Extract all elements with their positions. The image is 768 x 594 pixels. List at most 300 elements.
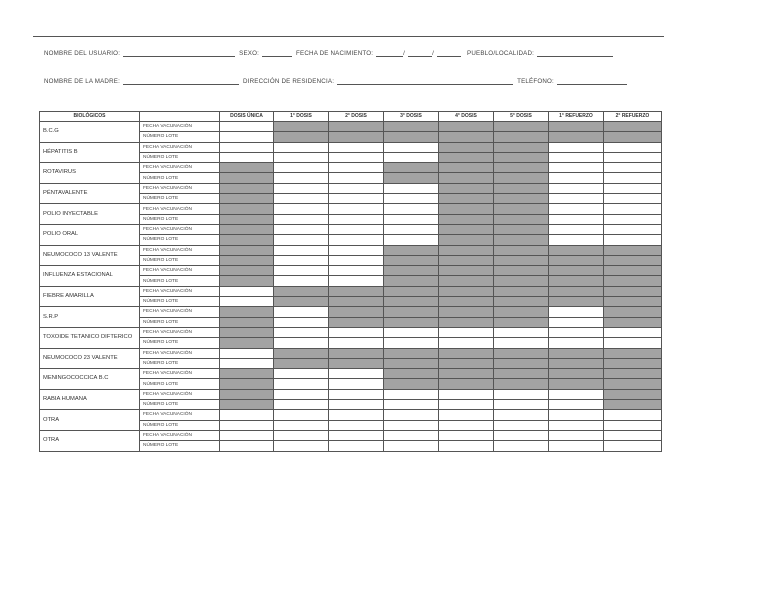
table-row <box>40 307 662 317</box>
shaded-cell <box>494 266 549 276</box>
entry-cell[interactable] <box>549 214 604 224</box>
shaded-cell <box>604 245 662 255</box>
shaded-cell <box>329 132 384 142</box>
entry-cell[interactable] <box>274 420 329 430</box>
shaded-cell <box>439 163 494 173</box>
shaded-cell <box>439 183 494 193</box>
entry-cell[interactable] <box>494 420 549 430</box>
shaded-cell <box>220 214 274 224</box>
fecha-vacunacion-label: FECHA VACUNACIÓN <box>140 245 220 255</box>
shaded-cell <box>274 122 329 132</box>
shaded-cell <box>439 142 494 152</box>
biologic-name: OTRA <box>40 430 140 451</box>
shaded-cell <box>220 204 274 214</box>
biologic-name: OTRA <box>40 410 140 431</box>
entry-cell[interactable] <box>220 430 274 440</box>
shaded-cell <box>439 276 494 286</box>
entry-cell[interactable] <box>274 173 329 183</box>
direccion-de-residencia-field[interactable] <box>337 78 513 85</box>
entry-cell[interactable] <box>274 441 329 451</box>
table-row <box>40 430 662 440</box>
entry-cell[interactable] <box>274 276 329 286</box>
shaded-cell <box>604 122 662 132</box>
table-row <box>40 389 662 399</box>
entry-cell[interactable] <box>384 327 439 337</box>
entry-cell[interactable] <box>220 348 274 358</box>
shaded-cell <box>384 307 439 317</box>
shaded-cell <box>439 152 494 162</box>
shaded-cell <box>494 348 549 358</box>
entry-cell[interactable] <box>329 441 384 451</box>
entry-cell[interactable] <box>384 152 439 162</box>
table-row <box>40 286 662 296</box>
fecha-vacunacion-label: FECHA VACUNACIÓN <box>140 286 220 296</box>
entry-cell[interactable] <box>549 194 604 204</box>
entry-cell[interactable] <box>274 183 329 193</box>
entry-cell[interactable] <box>384 142 439 152</box>
numero-lote-label: NÚMERO LOTE <box>140 441 220 451</box>
entry-cell[interactable] <box>549 400 604 410</box>
shaded-cell <box>329 297 384 307</box>
column-header-5-dosis: 5° DOSIS <box>494 112 549 122</box>
shaded-cell <box>604 400 662 410</box>
entry-cell[interactable] <box>604 183 662 193</box>
shaded-cell <box>439 266 494 276</box>
table-row <box>40 142 662 152</box>
entry-cell[interactable] <box>220 122 274 132</box>
shaded-cell <box>494 163 549 173</box>
entry-cell[interactable] <box>220 410 274 420</box>
entry-cell[interactable] <box>329 224 384 234</box>
table-row <box>40 327 662 337</box>
entry-cell[interactable] <box>384 420 439 430</box>
fecha-vacunacion-label: FECHA VACUNACIÓN <box>140 410 220 420</box>
telefono-label: TELÉFONO: <box>517 78 554 85</box>
shaded-cell <box>494 245 549 255</box>
shaded-cell <box>494 224 549 234</box>
shaded-cell <box>439 194 494 204</box>
fecha-vacunacion-label: FECHA VACUNACIÓN <box>140 142 220 152</box>
entry-cell[interactable] <box>384 204 439 214</box>
shaded-cell <box>384 348 439 358</box>
entry-cell[interactable] <box>494 410 549 420</box>
shaded-cell <box>494 194 549 204</box>
entry-cell[interactable] <box>329 142 384 152</box>
entry-cell[interactable] <box>439 420 494 430</box>
shaded-cell <box>439 235 494 245</box>
shaded-cell <box>384 297 439 307</box>
entry-cell[interactable] <box>329 173 384 183</box>
shaded-cell <box>604 132 662 142</box>
entry-cell[interactable] <box>549 173 604 183</box>
entry-cell[interactable] <box>220 142 274 152</box>
shaded-cell <box>439 224 494 234</box>
entry-cell[interactable] <box>274 142 329 152</box>
shaded-cell <box>220 194 274 204</box>
entry-cell[interactable] <box>329 379 384 389</box>
shaded-cell <box>439 173 494 183</box>
fecha-de-nacimiento-field-1[interactable] <box>376 50 406 57</box>
shaded-cell <box>494 276 549 286</box>
entry-cell[interactable] <box>329 245 384 255</box>
entry-cell[interactable] <box>494 327 549 337</box>
entry-cell[interactable] <box>549 430 604 440</box>
entry-cell[interactable] <box>384 410 439 420</box>
fecha-vacunacion-label: FECHA VACUNACIÓN <box>140 204 220 214</box>
pueblo-localidad-field[interactable] <box>537 50 613 57</box>
shaded-cell <box>439 286 494 296</box>
numero-lote-label: NÚMERO LOTE <box>140 379 220 389</box>
entry-cell[interactable] <box>439 327 494 337</box>
shaded-cell <box>604 286 662 296</box>
entry-cell[interactable] <box>549 317 604 327</box>
shaded-cell <box>220 266 274 276</box>
numero-lote-label: NÚMERO LOTE <box>140 132 220 142</box>
shaded-cell <box>494 142 549 152</box>
entry-cell[interactable] <box>329 194 384 204</box>
entry-cell[interactable] <box>494 400 549 410</box>
biologic-name: HÉPATITIS B <box>40 142 140 163</box>
shaded-cell <box>384 255 439 265</box>
shaded-cell <box>549 297 604 307</box>
fecha-vacunacion-label: FECHA VACUNACIÓN <box>140 163 220 173</box>
shaded-cell <box>329 358 384 368</box>
entry-cell[interactable] <box>329 214 384 224</box>
shaded-cell <box>384 122 439 132</box>
fecha-vacunacion-label: FECHA VACUNACIÓN <box>140 307 220 317</box>
numero-lote-label: NÚMERO LOTE <box>140 173 220 183</box>
entry-cell[interactable] <box>549 163 604 173</box>
entry-cell[interactable] <box>604 152 662 162</box>
shaded-cell <box>439 122 494 132</box>
entry-cell[interactable] <box>329 327 384 337</box>
shaded-cell <box>494 358 549 368</box>
entry-cell[interactable] <box>220 420 274 430</box>
vaccination-table <box>39 111 662 452</box>
entry-cell[interactable] <box>329 204 384 214</box>
table-row <box>40 163 662 173</box>
entry-cell[interactable] <box>549 235 604 245</box>
entry-cell[interactable] <box>274 369 329 379</box>
entry-cell[interactable] <box>384 389 439 399</box>
entry-cell[interactable] <box>274 152 329 162</box>
entry-cell[interactable] <box>274 430 329 440</box>
fecha-vacunacion-label: FECHA VACUNACIÓN <box>140 348 220 358</box>
entry-cell[interactable] <box>439 430 494 440</box>
shaded-cell <box>274 348 329 358</box>
shaded-cell <box>274 358 329 368</box>
shaded-cell <box>494 214 549 224</box>
entry-cell[interactable] <box>604 420 662 430</box>
table-header-row <box>40 112 662 122</box>
entry-cell[interactable] <box>604 142 662 152</box>
entry-cell[interactable] <box>604 214 662 224</box>
entry-cell[interactable] <box>384 338 439 348</box>
entry-cell[interactable] <box>274 255 329 265</box>
column-header-sub <box>140 112 220 122</box>
shaded-cell <box>549 245 604 255</box>
shaded-cell <box>604 358 662 368</box>
biologic-name: ROTAVIRUS <box>40 163 140 184</box>
shaded-cell <box>439 204 494 214</box>
fecha-de-nacimiento-field-2[interactable] <box>408 50 435 57</box>
entry-cell[interactable] <box>549 152 604 162</box>
shaded-cell <box>494 307 549 317</box>
shaded-cell <box>604 369 662 379</box>
entry-cell[interactable] <box>384 441 439 451</box>
biologic-name: TOXOIDE TETANICO DIFTERICO <box>40 327 140 348</box>
shaded-cell <box>439 348 494 358</box>
entry-cell[interactable] <box>439 441 494 451</box>
entry-cell[interactable] <box>274 338 329 348</box>
shaded-cell <box>439 132 494 142</box>
entry-cell[interactable] <box>274 327 329 337</box>
entry-cell[interactable] <box>329 420 384 430</box>
entry-cell[interactable] <box>549 441 604 451</box>
entry-cell[interactable] <box>494 338 549 348</box>
shaded-cell <box>220 245 274 255</box>
shaded-cell <box>220 173 274 183</box>
fecha-vacunacion-label: FECHA VACUNACIÓN <box>140 224 220 234</box>
entry-cell[interactable] <box>494 389 549 399</box>
entry-cell[interactable] <box>549 389 604 399</box>
entry-cell[interactable] <box>549 410 604 420</box>
shaded-cell <box>604 297 662 307</box>
entry-cell[interactable] <box>384 194 439 204</box>
entry-cell[interactable] <box>604 441 662 451</box>
entry-cell[interactable] <box>549 327 604 337</box>
shaded-cell <box>220 307 274 317</box>
fecha-vacunacion-label: FECHA VACUNACIÓN <box>140 389 220 399</box>
entry-cell[interactable] <box>549 420 604 430</box>
shaded-cell <box>494 132 549 142</box>
entry-cell[interactable] <box>220 358 274 368</box>
shaded-cell <box>220 379 274 389</box>
biologic-name: S.R.P <box>40 307 140 328</box>
numero-lote-label: NÚMERO LOTE <box>140 317 220 327</box>
entry-cell[interactable] <box>274 235 329 245</box>
column-header-4-dosis: 4° DOSIS <box>439 112 494 122</box>
table-row <box>40 122 662 132</box>
entry-cell[interactable] <box>274 224 329 234</box>
table-row <box>40 369 662 379</box>
entry-cell[interactable] <box>329 369 384 379</box>
entry-cell[interactable] <box>274 163 329 173</box>
entry-cell[interactable] <box>604 163 662 173</box>
shaded-cell <box>604 307 662 317</box>
shaded-cell <box>220 317 274 327</box>
header-row-2 <box>44 78 631 85</box>
shaded-cell <box>220 224 274 234</box>
entry-cell[interactable] <box>549 142 604 152</box>
numero-lote-label: NÚMERO LOTE <box>140 214 220 224</box>
entry-cell[interactable] <box>604 338 662 348</box>
shaded-cell <box>494 317 549 327</box>
entry-cell[interactable] <box>549 183 604 193</box>
shaded-cell <box>220 327 274 337</box>
entry-cell[interactable] <box>384 400 439 410</box>
entry-cell[interactable] <box>274 389 329 399</box>
entry-cell[interactable] <box>329 430 384 440</box>
nombre-de-la-madre-label: NOMBRE DE LA MADRE: <box>44 78 121 85</box>
table-row <box>40 245 662 255</box>
entry-cell[interactable] <box>439 410 494 420</box>
biologic-name: MENINGOCOCCICA B.C <box>40 369 140 390</box>
shaded-cell <box>604 255 662 265</box>
fecha-vacunacion-label: FECHA VACUNACIÓN <box>140 430 220 440</box>
entry-cell[interactable] <box>604 224 662 234</box>
entry-cell[interactable] <box>494 441 549 451</box>
shaded-cell <box>494 122 549 132</box>
entry-cell[interactable] <box>384 430 439 440</box>
shaded-cell <box>220 163 274 173</box>
column-header-1-refuerzo: 1° REFUERZO <box>549 112 604 122</box>
entry-cell[interactable] <box>329 235 384 245</box>
nombre-de-la-madre-field[interactable] <box>123 78 239 85</box>
entry-cell[interactable] <box>384 235 439 245</box>
table-row <box>40 410 662 420</box>
entry-cell[interactable] <box>604 327 662 337</box>
entry-cell[interactable] <box>329 255 384 265</box>
shaded-cell <box>604 317 662 327</box>
sexo-label: SEXO: <box>239 50 260 57</box>
entry-cell[interactable] <box>329 338 384 348</box>
numero-lote-label: NÚMERO LOTE <box>140 420 220 430</box>
shaded-cell <box>329 317 384 327</box>
entry-cell[interactable] <box>329 276 384 286</box>
entry-cell[interactable] <box>329 183 384 193</box>
shaded-cell <box>494 297 549 307</box>
shaded-cell <box>494 286 549 296</box>
entry-cell[interactable] <box>274 400 329 410</box>
entry-cell[interactable] <box>329 163 384 173</box>
column-header-3-dosis: 3° DOSIS <box>384 112 439 122</box>
entry-cell[interactable] <box>274 410 329 420</box>
entry-cell[interactable] <box>274 266 329 276</box>
entry-cell[interactable] <box>549 204 604 214</box>
entry-cell[interactable] <box>329 266 384 276</box>
pueblo-localidad-label: PUEBLO/LOCALIDAD: <box>467 50 535 57</box>
shaded-cell <box>439 369 494 379</box>
entry-cell[interactable] <box>274 194 329 204</box>
table-row <box>40 348 662 358</box>
entry-cell[interactable] <box>220 441 274 451</box>
shaded-cell <box>549 122 604 132</box>
biologic-name: NEUMOCOCO 13 VALENTE <box>40 245 140 266</box>
entry-cell[interactable] <box>604 204 662 214</box>
entry-cell[interactable] <box>439 389 494 399</box>
entry-cell[interactable] <box>384 224 439 234</box>
numero-lote-label: NÚMERO LOTE <box>140 358 220 368</box>
entry-cell[interactable] <box>274 245 329 255</box>
table-row <box>40 266 662 276</box>
shaded-cell <box>494 204 549 214</box>
entry-cell[interactable] <box>329 389 384 399</box>
shaded-cell <box>439 317 494 327</box>
entry-cell[interactable] <box>220 132 274 142</box>
shaded-cell <box>329 122 384 132</box>
shaded-cell <box>384 266 439 276</box>
shaded-cell <box>384 173 439 183</box>
shaded-cell <box>439 307 494 317</box>
shaded-cell <box>494 235 549 245</box>
entry-cell[interactable] <box>604 430 662 440</box>
entry-cell[interactable] <box>494 430 549 440</box>
table-row <box>40 204 662 214</box>
entry-cell[interactable] <box>274 214 329 224</box>
shaded-cell <box>439 358 494 368</box>
shaded-cell <box>220 338 274 348</box>
sexo-field[interactable] <box>262 50 292 57</box>
entry-cell[interactable] <box>274 204 329 214</box>
nombre-del-usuario-label: NOMBRE DEL USUARIO: <box>44 50 121 57</box>
date-separator: / <box>403 50 406 57</box>
telefono-field[interactable] <box>557 78 627 85</box>
entry-cell[interactable] <box>604 173 662 183</box>
numero-lote-label: NÚMERO LOTE <box>140 235 220 245</box>
biologic-name: FIEBRE AMARILLA <box>40 286 140 307</box>
entry-cell[interactable] <box>439 338 494 348</box>
entry-cell[interactable] <box>604 194 662 204</box>
shaded-cell <box>220 369 274 379</box>
entry-cell[interactable] <box>220 297 274 307</box>
shaded-cell <box>384 369 439 379</box>
entry-cell[interactable] <box>549 338 604 348</box>
numero-lote-label: NÚMERO LOTE <box>140 152 220 162</box>
direccion-de-residencia-label: DIRECCIÓN DE RESIDENCIA: <box>243 78 335 85</box>
entry-cell[interactable] <box>604 410 662 420</box>
shaded-cell <box>439 297 494 307</box>
nombre-del-usuario-field[interactable] <box>123 50 235 57</box>
biologic-name: B.C.G <box>40 122 140 143</box>
shaded-cell <box>439 379 494 389</box>
entry-cell[interactable] <box>549 307 604 317</box>
entry-cell[interactable] <box>274 317 329 327</box>
fecha-vacunacion-label: FECHA VACUNACIÓN <box>140 369 220 379</box>
biologic-name: NEUMOCOCO 23 VALENTE <box>40 348 140 369</box>
shaded-cell <box>220 235 274 245</box>
entry-cell[interactable] <box>329 410 384 420</box>
shaded-cell <box>604 389 662 399</box>
entry-cell[interactable] <box>329 152 384 162</box>
shaded-cell <box>220 255 274 265</box>
entry-cell[interactable] <box>274 307 329 317</box>
shaded-cell <box>604 348 662 358</box>
fecha-vacunacion-label: FECHA VACUNACIÓN <box>140 327 220 337</box>
shaded-cell <box>329 286 384 296</box>
entry-cell[interactable] <box>384 214 439 224</box>
shaded-cell <box>494 379 549 389</box>
fecha-de-nacimiento-field-3[interactable] <box>437 50 461 57</box>
table-row <box>40 183 662 193</box>
shaded-cell <box>220 400 274 410</box>
entry-cell[interactable] <box>439 400 494 410</box>
entry-cell[interactable] <box>220 152 274 162</box>
entry-cell[interactable] <box>604 235 662 245</box>
fecha-vacunacion-label: FECHA VACUNACIÓN <box>140 266 220 276</box>
entry-cell[interactable] <box>384 183 439 193</box>
shaded-cell <box>220 389 274 399</box>
entry-cell[interactable] <box>220 286 274 296</box>
entry-cell[interactable] <box>329 400 384 410</box>
shaded-cell <box>439 255 494 265</box>
shaded-cell <box>439 245 494 255</box>
numero-lote-label: NÚMERO LOTE <box>140 400 220 410</box>
entry-cell[interactable] <box>274 379 329 389</box>
entry-cell[interactable] <box>549 224 604 234</box>
shaded-cell <box>384 358 439 368</box>
column-header-2-dosis: 2° DOSIS <box>329 112 384 122</box>
